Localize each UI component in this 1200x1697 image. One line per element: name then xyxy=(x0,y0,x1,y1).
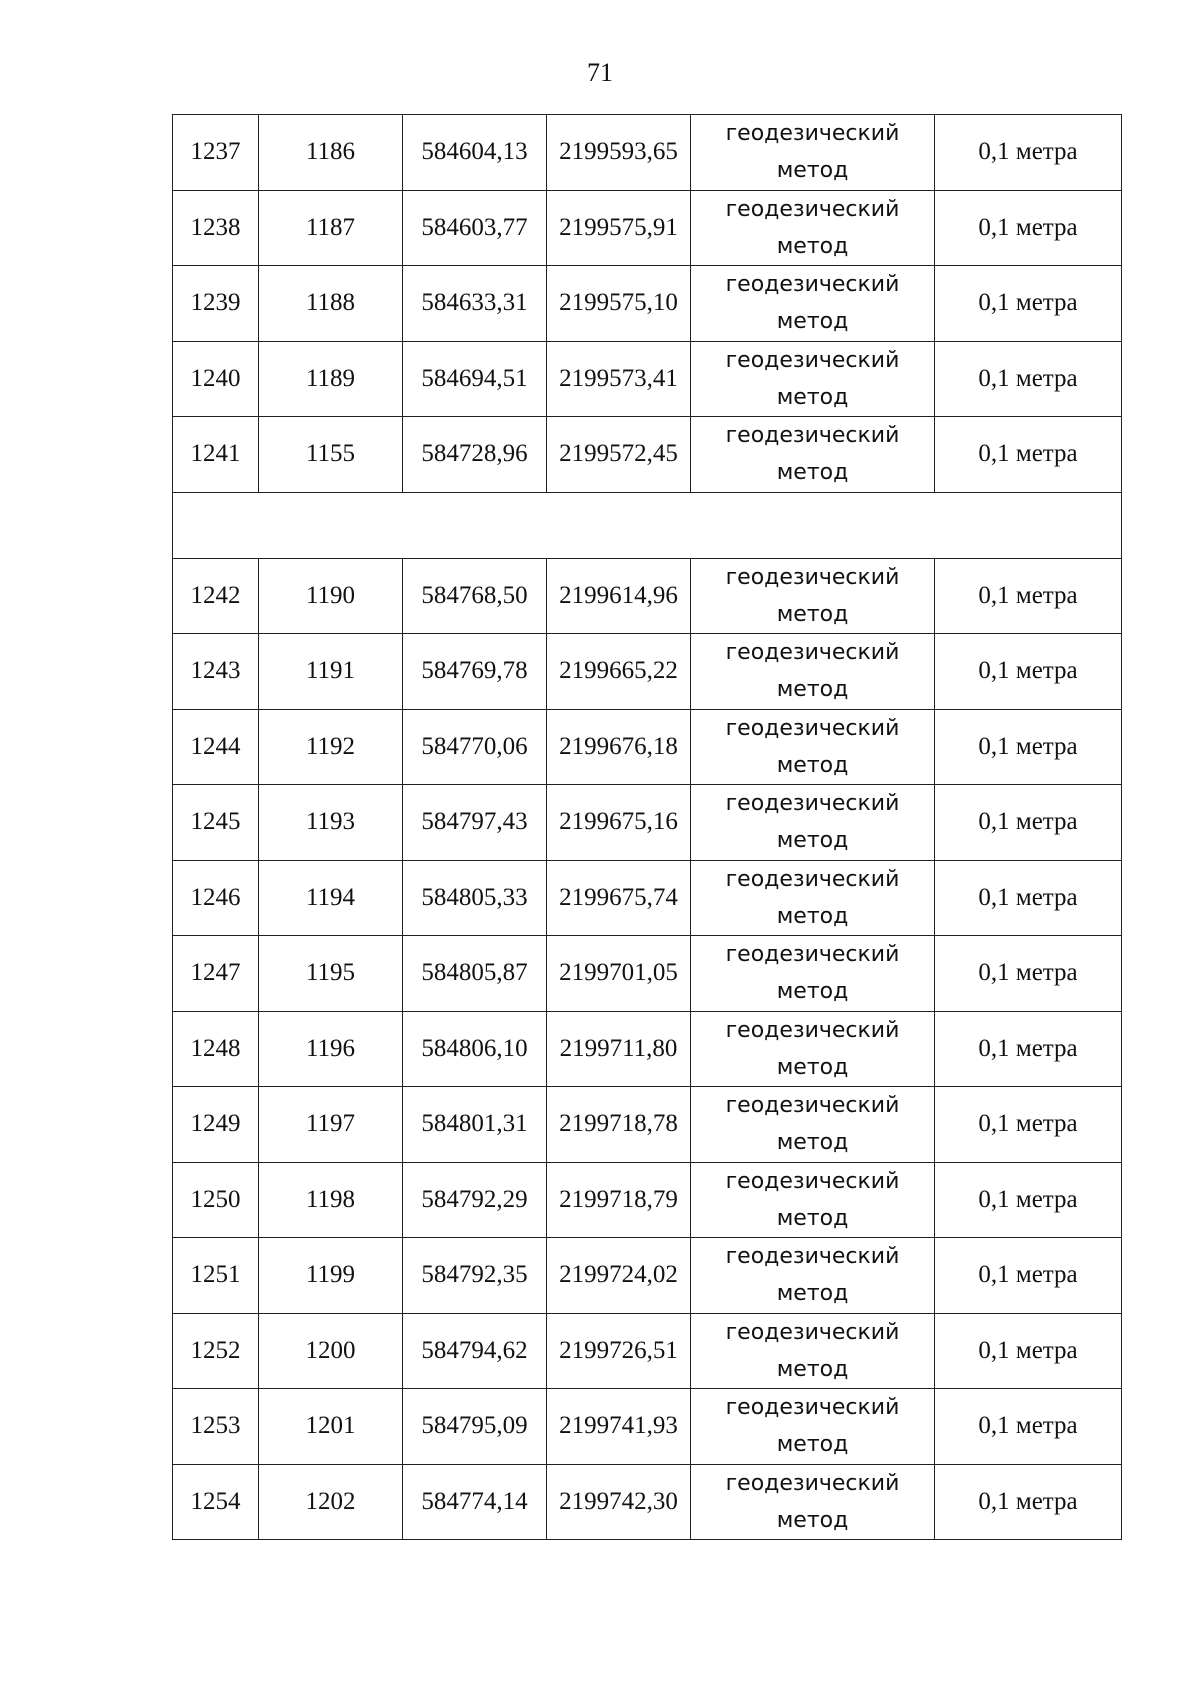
method-cell xyxy=(691,1162,935,1238)
point-number-cell: 1244 xyxy=(173,709,259,785)
point-number-cell: 1250 xyxy=(173,1162,259,1238)
method-cell xyxy=(691,1464,935,1540)
accuracy-cell: 0,1 метра xyxy=(935,1011,1122,1087)
x-coordinate-cell: 584769,78 xyxy=(403,634,547,710)
accuracy-cell: 0,1 метра xyxy=(935,341,1122,417)
point-number-cell: 1245 xyxy=(173,785,259,861)
method-text-line: геодезический xyxy=(725,564,900,590)
accuracy-cell: 0,1 метра xyxy=(935,860,1122,936)
y-coordinate-cell: 2199724,02 xyxy=(547,1238,691,1314)
method-text-line: метод xyxy=(776,601,849,627)
x-coordinate-cell: 584795,09 xyxy=(403,1389,547,1465)
point-number-cell: 1241 xyxy=(173,417,259,493)
method-text-line: геодезический xyxy=(725,942,900,968)
accuracy-cell: 0,1 метра xyxy=(935,558,1122,634)
table-row xyxy=(173,1087,1122,1163)
point-number-cell: 1251 xyxy=(173,1238,259,1314)
method-text-line: геодезический xyxy=(725,791,900,817)
method-text-line: метод xyxy=(776,1356,849,1382)
y-coordinate-cell: 2199726,51 xyxy=(547,1313,691,1389)
table-row xyxy=(173,1464,1122,1540)
accuracy-cell: 0,1 метра xyxy=(935,709,1122,785)
accuracy-cell: 0,1 метра xyxy=(935,1162,1122,1238)
method-text-line: метод xyxy=(776,1054,849,1080)
table-row xyxy=(173,115,1122,191)
y-coordinate-cell: 2199593,65 xyxy=(547,115,691,191)
y-coordinate-cell: 2199718,79 xyxy=(547,1162,691,1238)
point-id-cell: 1199 xyxy=(259,1238,403,1314)
y-coordinate-cell: 2199572,45 xyxy=(547,417,691,493)
separator-cell xyxy=(173,492,1122,558)
method-text-line: метод xyxy=(776,752,849,778)
method-cell xyxy=(691,936,935,1012)
accuracy-cell: 0,1 метра xyxy=(935,1238,1122,1314)
method-cell xyxy=(691,785,935,861)
method-text-line: метод xyxy=(776,903,849,929)
point-number-cell: 1253 xyxy=(173,1389,259,1465)
method-text-line: геодезический xyxy=(725,1470,900,1496)
method-text-line: метод xyxy=(776,979,849,1005)
x-coordinate-cell: 584805,33 xyxy=(403,860,547,936)
x-coordinate-cell: 584604,13 xyxy=(403,115,547,191)
point-id-cell: 1201 xyxy=(259,1389,403,1465)
method-cell xyxy=(691,190,935,266)
method-cell xyxy=(691,558,935,634)
point-id-cell: 1191 xyxy=(259,634,403,710)
table-row xyxy=(173,1011,1122,1087)
method-text-line: геодезический xyxy=(725,196,900,222)
table-row xyxy=(173,1389,1122,1465)
point-id-cell: 1189 xyxy=(259,341,403,417)
method-cell xyxy=(691,115,935,191)
point-number-cell: 1246 xyxy=(173,860,259,936)
coordinates-table-body xyxy=(173,115,1122,1540)
accuracy-cell: 0,1 метра xyxy=(935,1313,1122,1389)
point-id-cell: 1192 xyxy=(259,709,403,785)
table-row xyxy=(173,1162,1122,1238)
method-cell xyxy=(691,709,935,785)
table-row xyxy=(173,558,1122,634)
point-number-cell: 1237 xyxy=(173,115,259,191)
method-cell xyxy=(691,1011,935,1087)
x-coordinate-cell: 584633,31 xyxy=(403,266,547,342)
method-text-line: метод xyxy=(776,677,849,703)
page-number: 71 xyxy=(587,58,613,87)
method-text-line: геодезический xyxy=(725,640,900,666)
table-row xyxy=(173,1238,1122,1314)
accuracy-cell: 0,1 метра xyxy=(935,634,1122,710)
table-row xyxy=(173,785,1122,861)
accuracy-cell: 0,1 метра xyxy=(935,1389,1122,1465)
method-text-line: геодезический xyxy=(725,423,900,449)
point-id-cell: 1190 xyxy=(259,558,403,634)
point-id-cell: 1193 xyxy=(259,785,403,861)
point-id-cell: 1198 xyxy=(259,1162,403,1238)
method-text-line: геодезический xyxy=(725,1168,900,1194)
method-cell xyxy=(691,860,935,936)
method-text-line: геодезический xyxy=(725,1319,900,1345)
point-id-cell: 1202 xyxy=(259,1464,403,1540)
x-coordinate-cell: 584774,14 xyxy=(403,1464,547,1540)
x-coordinate-cell: 584694,51 xyxy=(403,341,547,417)
accuracy-cell: 0,1 метра xyxy=(935,115,1122,191)
method-text-line: метод xyxy=(776,828,849,854)
y-coordinate-cell: 2199741,93 xyxy=(547,1389,691,1465)
y-coordinate-cell: 2199711,80 xyxy=(547,1011,691,1087)
method-text-line: метод xyxy=(776,1205,849,1231)
accuracy-cell: 0,1 метра xyxy=(935,785,1122,861)
y-coordinate-cell: 2199675,74 xyxy=(547,860,691,936)
method-text-line: геодезический xyxy=(725,121,900,147)
method-cell xyxy=(691,634,935,710)
method-text-line: метод xyxy=(776,158,849,184)
method-cell xyxy=(691,341,935,417)
x-coordinate-cell: 584797,43 xyxy=(403,785,547,861)
y-coordinate-cell: 2199675,16 xyxy=(547,785,691,861)
accuracy-cell: 0,1 метра xyxy=(935,190,1122,266)
method-text-line: геодезический xyxy=(725,272,900,298)
table-row xyxy=(173,190,1122,266)
y-coordinate-cell: 2199575,91 xyxy=(547,190,691,266)
method-text-line: метод xyxy=(776,1507,849,1533)
y-coordinate-cell: 2199718,78 xyxy=(547,1087,691,1163)
accuracy-cell: 0,1 метра xyxy=(935,936,1122,1012)
x-coordinate-cell: 584768,50 xyxy=(403,558,547,634)
point-number-cell: 1242 xyxy=(173,558,259,634)
table-row xyxy=(173,1313,1122,1389)
accuracy-cell: 0,1 метра xyxy=(935,1087,1122,1163)
method-text-line: метод xyxy=(776,309,849,335)
table-row xyxy=(173,417,1122,493)
method-text-line: геодезический xyxy=(725,715,900,741)
method-text-line: метод xyxy=(776,233,849,259)
point-id-cell: 1155 xyxy=(259,417,403,493)
point-number-cell: 1247 xyxy=(173,936,259,1012)
method-text-line: метод xyxy=(776,384,849,410)
point-id-cell: 1195 xyxy=(259,936,403,1012)
point-id-cell: 1186 xyxy=(259,115,403,191)
method-text-line: геодезический xyxy=(725,1395,900,1421)
method-text-line: метод xyxy=(776,1432,849,1458)
point-number-cell: 1254 xyxy=(173,1464,259,1540)
method-text-line: метод xyxy=(776,460,849,486)
method-cell xyxy=(691,1087,935,1163)
method-text-line: метод xyxy=(776,1281,849,1307)
method-cell xyxy=(691,266,935,342)
x-coordinate-cell: 584801,31 xyxy=(403,1087,547,1163)
table-row xyxy=(173,860,1122,936)
method-text-line: метод xyxy=(776,1130,849,1156)
method-text-line: геодезический xyxy=(725,866,900,892)
y-coordinate-cell: 2199742,30 xyxy=(547,1464,691,1540)
x-coordinate-cell: 584792,35 xyxy=(403,1238,547,1314)
coordinates-table xyxy=(172,114,1122,1540)
x-coordinate-cell: 584805,87 xyxy=(403,936,547,1012)
y-coordinate-cell: 2199573,41 xyxy=(547,341,691,417)
accuracy-cell: 0,1 метра xyxy=(935,1464,1122,1540)
method-cell xyxy=(691,1389,935,1465)
point-id-cell: 1200 xyxy=(259,1313,403,1389)
x-coordinate-cell: 584792,29 xyxy=(403,1162,547,1238)
point-id-cell: 1187 xyxy=(259,190,403,266)
x-coordinate-cell: 584728,96 xyxy=(403,417,547,493)
x-coordinate-cell: 584806,10 xyxy=(403,1011,547,1087)
point-number-cell: 1248 xyxy=(173,1011,259,1087)
table-row xyxy=(173,709,1122,785)
table-row xyxy=(173,936,1122,1012)
point-number-cell: 1239 xyxy=(173,266,259,342)
method-cell xyxy=(691,1313,935,1389)
y-coordinate-cell: 2199701,05 xyxy=(547,936,691,1012)
x-coordinate-cell: 584603,77 xyxy=(403,190,547,266)
y-coordinate-cell: 2199575,10 xyxy=(547,266,691,342)
x-coordinate-cell: 584770,06 xyxy=(403,709,547,785)
point-number-cell: 1240 xyxy=(173,341,259,417)
point-id-cell: 1196 xyxy=(259,1011,403,1087)
y-coordinate-cell: 2199676,18 xyxy=(547,709,691,785)
method-text-line: геодезический xyxy=(725,1244,900,1270)
point-id-cell: 1197 xyxy=(259,1087,403,1163)
method-text-line: геодезический xyxy=(725,347,900,373)
method-cell xyxy=(691,417,935,493)
method-text-line: геодезический xyxy=(725,1093,900,1119)
point-number-cell: 1238 xyxy=(173,190,259,266)
y-coordinate-cell: 2199665,22 xyxy=(547,634,691,710)
point-number-cell: 1252 xyxy=(173,1313,259,1389)
point-id-cell: 1194 xyxy=(259,860,403,936)
table-row xyxy=(173,341,1122,417)
method-text-line: геодезический xyxy=(725,1017,900,1043)
accuracy-cell: 0,1 метра xyxy=(935,266,1122,342)
point-number-cell: 1243 xyxy=(173,634,259,710)
table-row xyxy=(173,634,1122,710)
table-row xyxy=(173,266,1122,342)
x-coordinate-cell: 584794,62 xyxy=(403,1313,547,1389)
accuracy-cell: 0,1 метра xyxy=(935,417,1122,493)
method-cell xyxy=(691,1238,935,1314)
y-coordinate-cell: 2199614,96 xyxy=(547,558,691,634)
point-id-cell: 1188 xyxy=(259,266,403,342)
point-number-cell: 1249 xyxy=(173,1087,259,1163)
table-separator-row xyxy=(173,492,1122,558)
